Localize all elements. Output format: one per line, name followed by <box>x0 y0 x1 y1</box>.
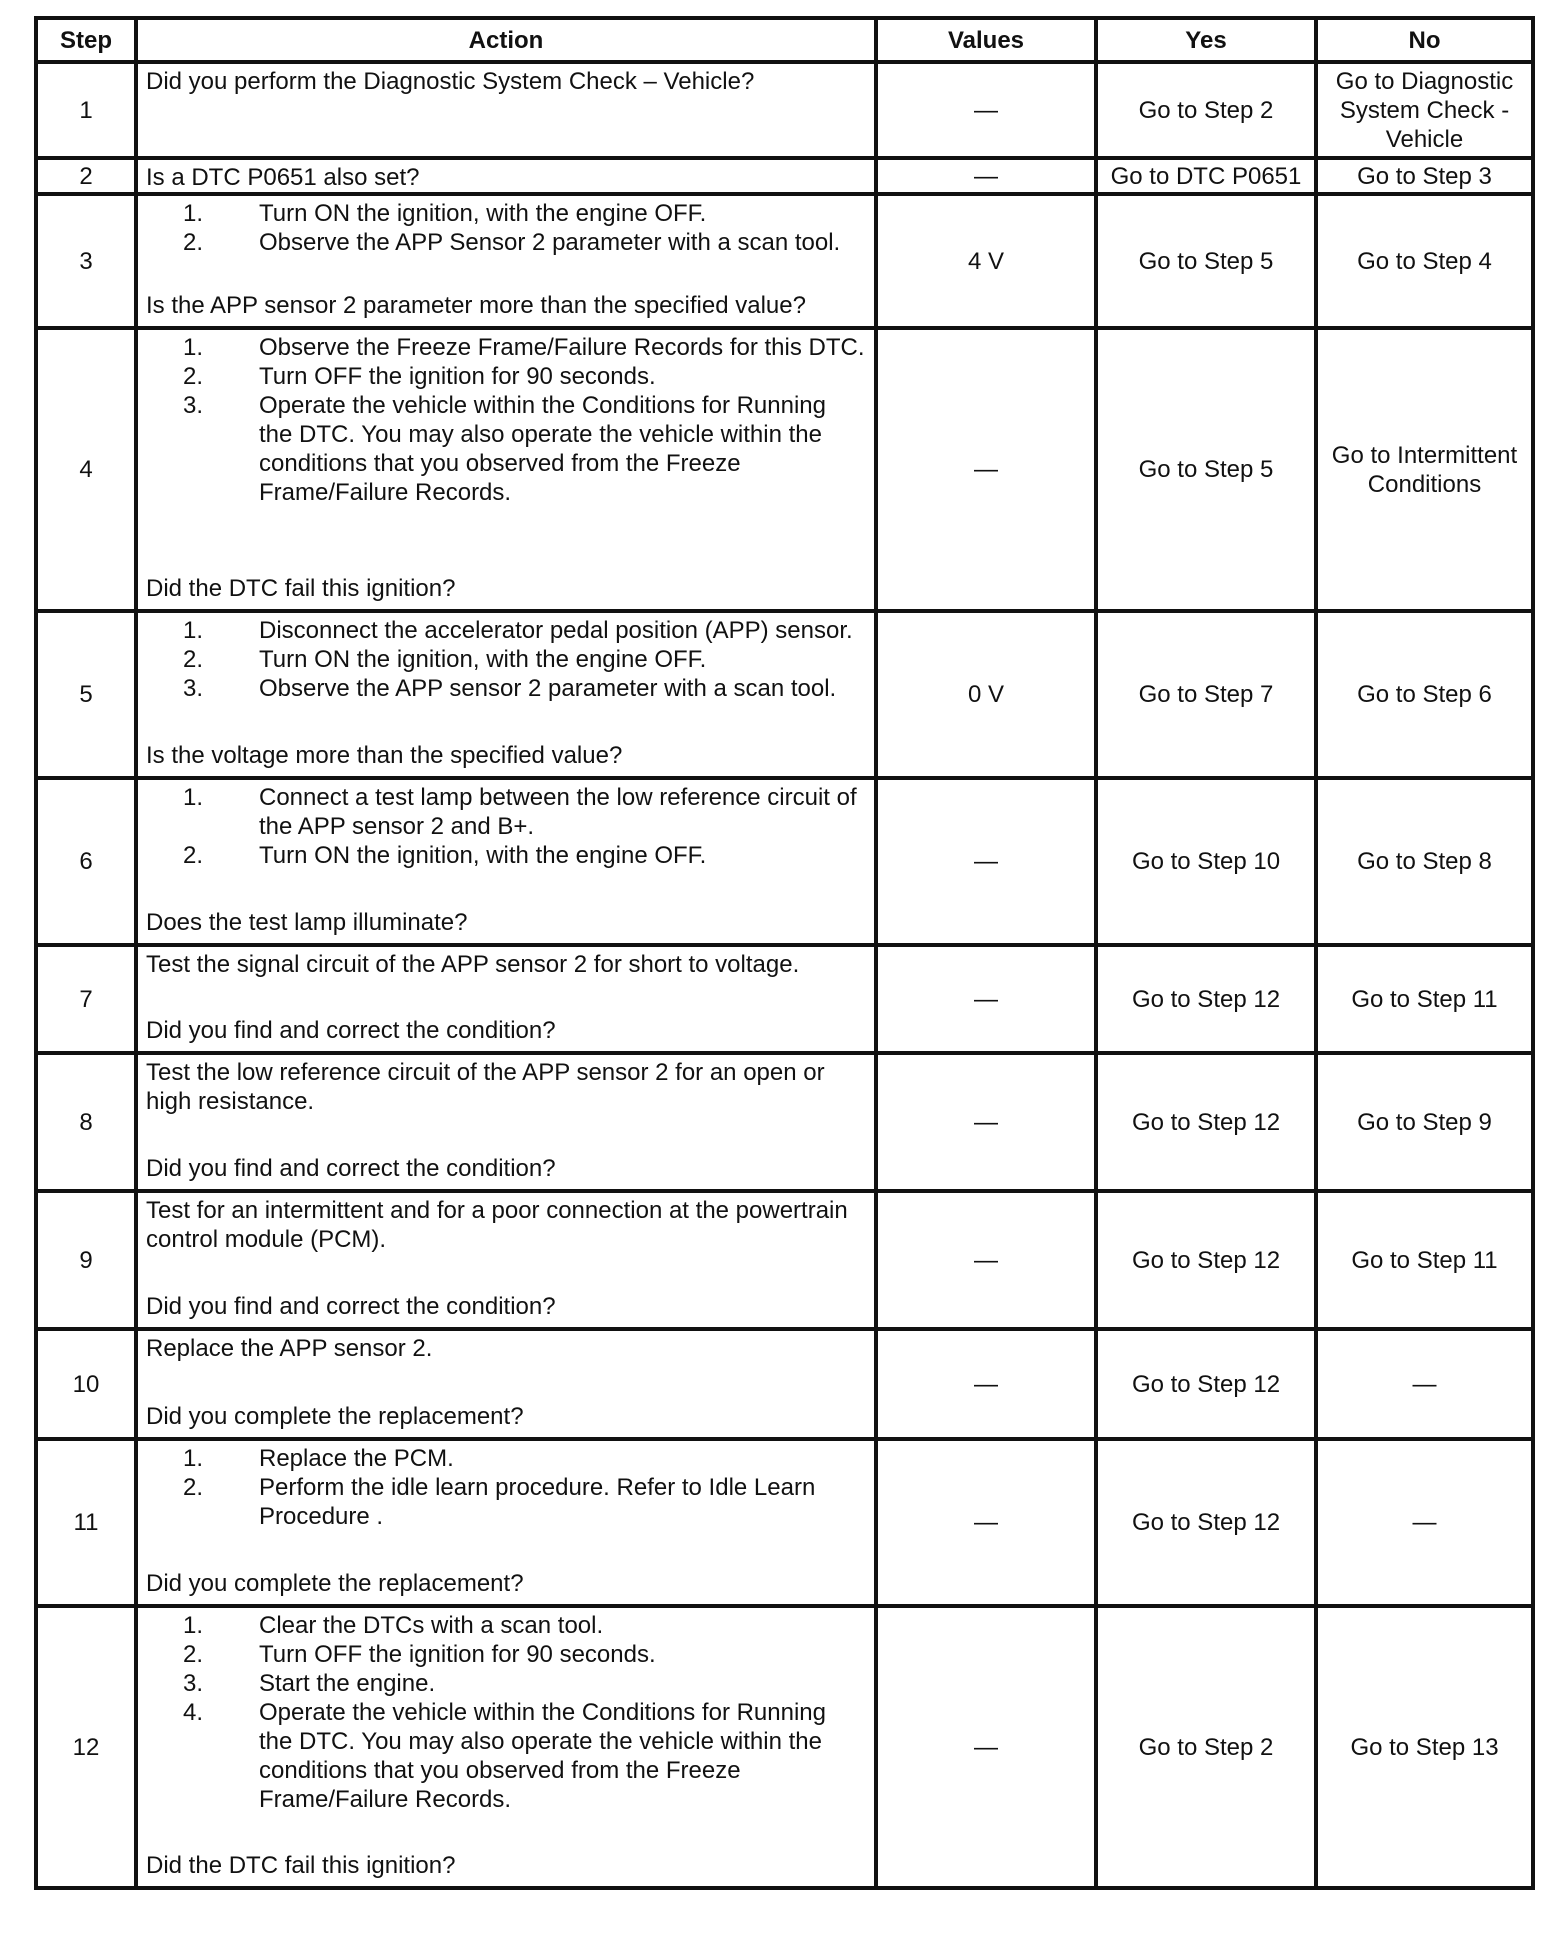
table-body <box>36 62 1533 1888</box>
value-cell: — <box>876 1439 1096 1606</box>
action-step-number: 3. 3. <box>182 1670 203 1697</box>
action-step-number: 3. 3. <box>182 392 203 419</box>
action-text: Test the signal circuit of the APP sensor 2 for short to voltage. <box>146 951 800 978</box>
action-step-number: 1. 1. <box>182 200 203 227</box>
action-text: Test for an intermittent and for a poor connection at the powertrain control module (PCM). <box>146 1197 848 1253</box>
action-step-text: Start the engine. <box>259 1670 436 1697</box>
action-cell <box>136 1053 876 1191</box>
yes-result: Go to Step 7 <box>1096 611 1316 778</box>
action-instructions <box>146 199 866 257</box>
header-no: No <box>1316 18 1533 62</box>
header-row <box>36 18 1533 62</box>
yes-result: Go to Step 5 <box>1096 194 1316 328</box>
yes-result: Go to Step 10 <box>1096 778 1316 945</box>
action-instructions <box>146 1334 866 1363</box>
action-step-number: 1. 1. <box>182 334 203 361</box>
table-row <box>36 1329 1533 1439</box>
yes-result: Go to Step 12 <box>1096 1053 1316 1191</box>
diagnostic-table <box>34 16 1535 1890</box>
action-step-number: 2. 2. <box>182 363 203 390</box>
header-step: Step <box>36 18 136 62</box>
action-text: Test the low reference circuit of the APP sensor 2 for an open or high resistance. <box>146 1059 825 1115</box>
action-steps-list <box>146 616 866 703</box>
action-step-text: Clear the DTCs with a scan tool. <box>259 1612 604 1639</box>
action-question: Is the voltage more than the specified value? <box>146 742 623 769</box>
no-result: Go to Step 8 <box>1316 778 1533 945</box>
action-step-text: Connect a test lamp between the low reference circuit of the APP sensor 2 and B+. <box>259 784 857 840</box>
step-number: 8 <box>36 1053 136 1191</box>
action-step-text: Operate the vehicle within the Conditions for Running the DTC. You may also operate the vehicle within the conditions that you observed from the Freeze Frame/Failure Records. <box>259 392 826 506</box>
action-step-item <box>182 841 866 870</box>
action-text: Did you perform the Diagnostic System Check – Vehicle? <box>146 68 755 95</box>
action-step-item <box>182 616 866 645</box>
action-steps-list <box>146 199 866 257</box>
step-number: 1 <box>36 62 136 158</box>
step-number: 11 <box>36 1439 136 1606</box>
no-result: Go to Step 3 <box>1316 158 1533 194</box>
no-result: — <box>1316 1439 1533 1606</box>
action-content <box>138 196 874 326</box>
action-content <box>138 1331 874 1437</box>
step-number: 2 <box>36 158 136 194</box>
action-instructions <box>146 783 866 870</box>
action-cell <box>136 194 876 328</box>
action-step-text: Operate the vehicle within the Conditions for Running the DTC. You may also operate the vehicle within the conditions that you observed from the Freeze Frame/Failure Records. <box>259 1699 826 1813</box>
yes-result: Go to Step 12 <box>1096 1329 1316 1439</box>
step-number: 5 <box>36 611 136 778</box>
table-row <box>36 945 1533 1053</box>
action-content <box>138 64 874 156</box>
table-row <box>36 1606 1533 1888</box>
action-cell <box>136 158 876 194</box>
action-step-text: Turn ON the ignition, with the engine OFF. <box>259 842 707 869</box>
action-steps-list <box>146 333 866 507</box>
no-result: Go to Step 13 <box>1316 1606 1533 1888</box>
action-step-text: Turn ON the ignition, with the engine OFF. <box>259 646 707 673</box>
action-step-text: Turn OFF the ignition for 90 seconds. <box>259 1641 656 1668</box>
action-step-number: 1. 1. <box>182 1612 203 1639</box>
step-number: 10 <box>36 1329 136 1439</box>
table-row <box>36 611 1533 778</box>
action-content <box>138 330 874 609</box>
yes-result: Go to Step 12 <box>1096 945 1316 1053</box>
action-content <box>138 947 874 1051</box>
action-question: Did you find and correct the condition? <box>146 1017 556 1044</box>
action-cell <box>136 945 876 1053</box>
value-cell: — <box>876 945 1096 1053</box>
action-step-text: Turn ON the ignition, with the engine OFF. <box>259 200 707 227</box>
action-question: Did you complete the replacement? <box>146 1403 524 1430</box>
step-number: 3 <box>36 194 136 328</box>
action-steps-list <box>146 783 866 870</box>
action-instructions <box>146 1611 866 1814</box>
yes-result: Go to Step 2 <box>1096 1606 1316 1888</box>
action-cell <box>136 1191 876 1329</box>
action-step-item <box>182 1473 866 1531</box>
action-steps-list <box>146 1444 866 1531</box>
action-question: Did you find and correct the condition? <box>146 1293 556 1320</box>
step-number: 6 <box>36 778 136 945</box>
action-instructions <box>146 1196 866 1254</box>
action-step-number: 1. 1. <box>182 784 203 811</box>
no-result: — <box>1316 1329 1533 1439</box>
action-content <box>138 780 874 943</box>
action-step-number: 2. 2. <box>182 229 203 256</box>
yes-result: Go to Step 2 <box>1096 62 1316 158</box>
table-row <box>36 194 1533 328</box>
action-text: Is a DTC P0651 also set? <box>146 164 420 191</box>
action-question: Is the APP sensor 2 parameter more than the specified value? <box>146 292 806 319</box>
value-cell: — <box>876 1329 1096 1439</box>
action-instructions <box>146 950 866 979</box>
action-step-text: Replace the PCM. <box>259 1445 454 1472</box>
yes-result: Go to Step 12 <box>1096 1191 1316 1329</box>
no-result: Go to Step 11 <box>1316 1191 1533 1329</box>
action-instructions <box>146 616 866 703</box>
header-action: Action <box>136 18 876 62</box>
action-step-item <box>182 1698 866 1814</box>
action-cell <box>136 1439 876 1606</box>
action-cell <box>136 778 876 945</box>
action-step-item <box>182 1640 866 1669</box>
yes-result: Go to DTC P0651 <box>1096 158 1316 194</box>
yes-result: Go to Step 5 <box>1096 328 1316 611</box>
action-content <box>138 1193 874 1327</box>
action-question: Did the DTC fail this ignition? <box>146 1852 456 1879</box>
step-number: 9 <box>36 1191 136 1329</box>
action-question: Did you find and correct the condition? <box>146 1155 556 1182</box>
action-step-text: Observe the APP sensor 2 parameter with a scan tool. <box>259 675 837 702</box>
action-instructions <box>146 1444 866 1531</box>
action-steps-list <box>146 1611 866 1814</box>
action-text: Replace the APP sensor 2. <box>146 1335 433 1362</box>
action-step-number: 2. 2. <box>182 646 203 673</box>
action-step-item <box>182 1669 866 1698</box>
table-row <box>36 1191 1533 1329</box>
action-step-item <box>182 228 866 257</box>
value-cell: — <box>876 62 1096 158</box>
action-step-number: 1. 1. <box>182 1445 203 1472</box>
action-step-text: Perform the idle learn procedure. Refer to Idle Learn Procedure . <box>259 1474 816 1530</box>
action-step-text: Observe the APP Sensor 2 parameter with a scan tool. <box>259 229 841 256</box>
action-step-item <box>182 1611 866 1640</box>
value-cell: — <box>876 1191 1096 1329</box>
action-step-item <box>182 391 866 507</box>
value-cell: — <box>876 328 1096 611</box>
action-cell <box>136 1329 876 1439</box>
action-cell <box>136 328 876 611</box>
step-number: 4 <box>36 328 136 611</box>
table-row <box>36 62 1533 158</box>
no-result: Go to Intermittent Conditions <box>1316 328 1533 611</box>
no-result: Go to Diagnostic System Check - Vehicle <box>1316 62 1533 158</box>
action-step-number: 3. 3. <box>182 675 203 702</box>
no-result: Go to Step 6 <box>1316 611 1533 778</box>
action-step-number: 2. 2. <box>182 1474 203 1501</box>
table-row <box>36 158 1533 194</box>
action-step-item <box>182 783 866 841</box>
action-step-item <box>182 1444 866 1473</box>
action-content <box>138 613 874 776</box>
action-instructions <box>146 163 866 192</box>
table-row <box>36 778 1533 945</box>
action-instructions <box>146 67 866 96</box>
value-cell: — <box>876 158 1096 194</box>
value-cell: 0 V <box>876 611 1096 778</box>
table-row <box>36 1439 1533 1606</box>
action-question: Did you complete the replacement? <box>146 1570 524 1597</box>
action-step-number: 4. 4. <box>182 1699 203 1726</box>
action-cell <box>136 1606 876 1888</box>
action-question: Does the test lamp illuminate? <box>146 909 468 936</box>
value-cell: — <box>876 1053 1096 1191</box>
step-number: 7 <box>36 945 136 1053</box>
value-cell: — <box>876 1606 1096 1888</box>
no-result: Go to Step 9 <box>1316 1053 1533 1191</box>
action-step-item <box>182 674 866 703</box>
action-step-number: 1. 1. <box>182 617 203 644</box>
action-step-item <box>182 645 866 674</box>
action-content <box>138 1608 874 1886</box>
action-content <box>138 160 874 192</box>
action-step-item <box>182 362 866 391</box>
action-cell <box>136 611 876 778</box>
action-cell <box>136 62 876 158</box>
action-step-text: Turn OFF the ignition for 90 seconds. <box>259 363 656 390</box>
yes-result: Go to Step 12 <box>1096 1439 1316 1606</box>
action-step-text: Disconnect the accelerator pedal position (APP) sensor. <box>259 617 853 644</box>
header-values: Values <box>876 18 1096 62</box>
table-row <box>36 1053 1533 1191</box>
step-number: 12 <box>36 1606 136 1888</box>
action-question: Did the DTC fail this ignition? <box>146 575 456 602</box>
header-yes: Yes <box>1096 18 1316 62</box>
value-cell: 4 V <box>876 194 1096 328</box>
action-content <box>138 1441 874 1604</box>
action-step-item <box>182 199 866 228</box>
action-instructions <box>146 333 866 507</box>
action-step-number: 2. 2. <box>182 1641 203 1668</box>
action-step-number: 2. 2. <box>182 842 203 869</box>
no-result: Go to Step 11 <box>1316 945 1533 1053</box>
value-cell: — <box>876 778 1096 945</box>
table-row <box>36 328 1533 611</box>
no-result: Go to Step 4 <box>1316 194 1533 328</box>
action-instructions <box>146 1058 866 1116</box>
action-step-item <box>182 333 866 362</box>
action-step-text: Observe the Freeze Frame/Failure Records for this DTC. <box>259 334 865 361</box>
action-content <box>138 1055 874 1189</box>
